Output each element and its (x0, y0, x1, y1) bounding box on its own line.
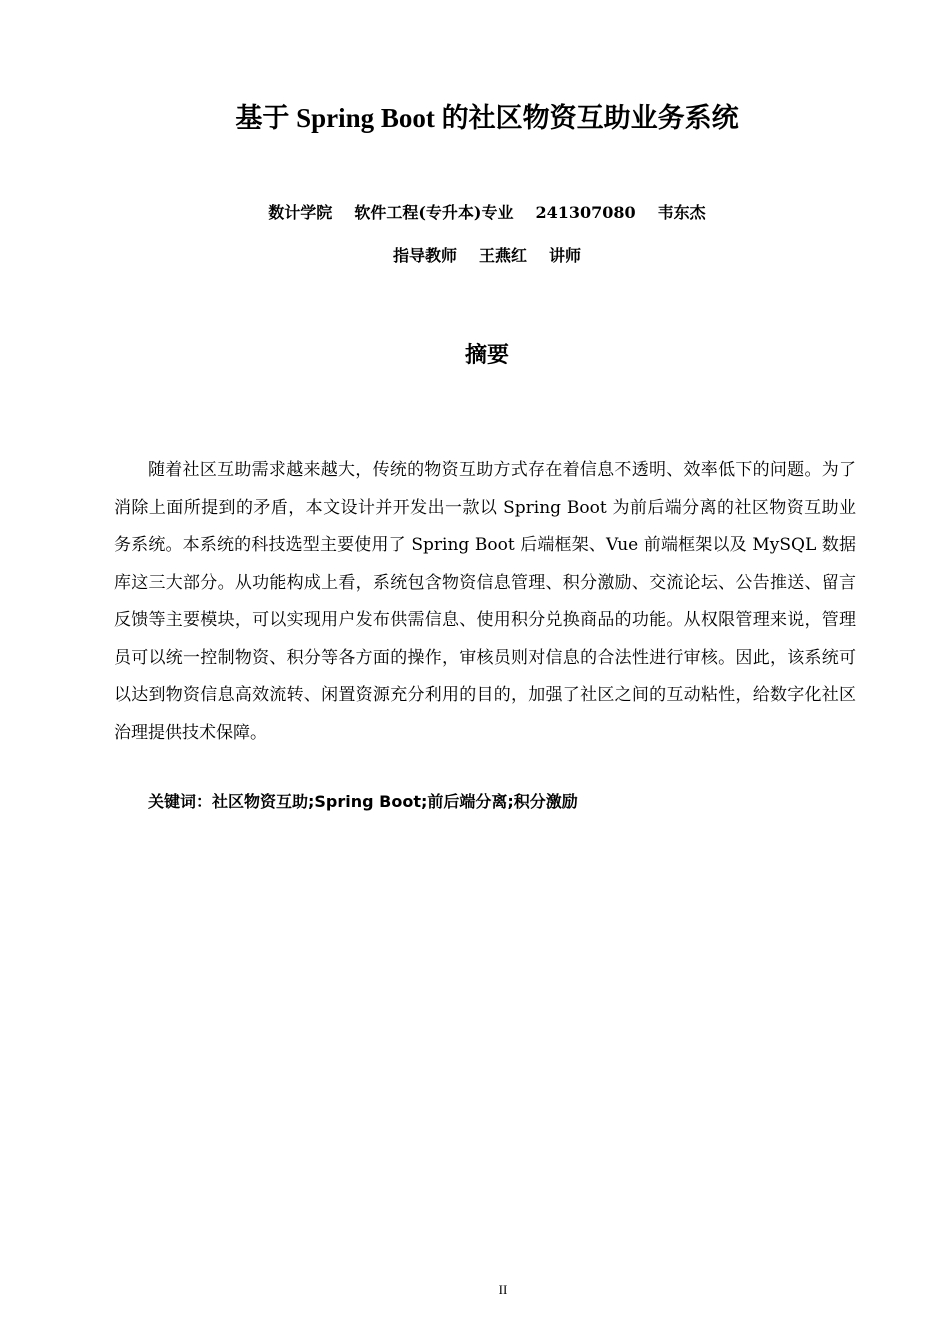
advisor-info-line (0, 244, 950, 268)
advisor-rank: 讲师 (549, 246, 582, 265)
college-name: 数计学院 (268, 203, 333, 222)
abstract-body: 随着社区互助需求越来越大，传统的物资互助方式存在着信息不透明、效率低下的问题。为了消除上面所提到的矛盾，本文设计并开发出一款以 Spring Boot 为前后端分离的社区物资互助业务系统。本系统的科技选型主要使用了 Spring Boot 后端框架、Vue 前端框架以及 MySQL 数据库这三大部分。从功能构成上看，系统包含物资信息管理、积分激励、交流论坛、公告推送、留言反馈等主要模块，可以实现用户发布供需信息、使用积分兑换商品的功能。从权限管理来说，管理员可以统一控制物资、积分等各方面的操作，审核员则对信息的合法性进行审核。因此，该系统可以达到物资信息高效流转、闲置资源充分利用的目的，加强了社区之间的互动粘性，给数字化社区治理提供技术保障。 (114, 460, 856, 743)
abstract-heading: 摘要 (464, 343, 509, 368)
page-number: II (498, 1282, 508, 1297)
author-info-line (0, 201, 950, 225)
student-id: 241307080 (535, 203, 636, 222)
advisor-label: 指导教师 (392, 246, 457, 265)
major-name: 软件工程(专升本)专业 (354, 203, 514, 222)
document-title: 基于 Spring Boot 的社区物资互助业务系统 (235, 103, 739, 133)
student-name: 韦东杰 (657, 203, 706, 222)
advisor-name: 王燕红 (478, 246, 527, 265)
keywords-line: 关键词：社区物资互助;Spring Boot;前后端分离;积分激励 (148, 792, 578, 811)
